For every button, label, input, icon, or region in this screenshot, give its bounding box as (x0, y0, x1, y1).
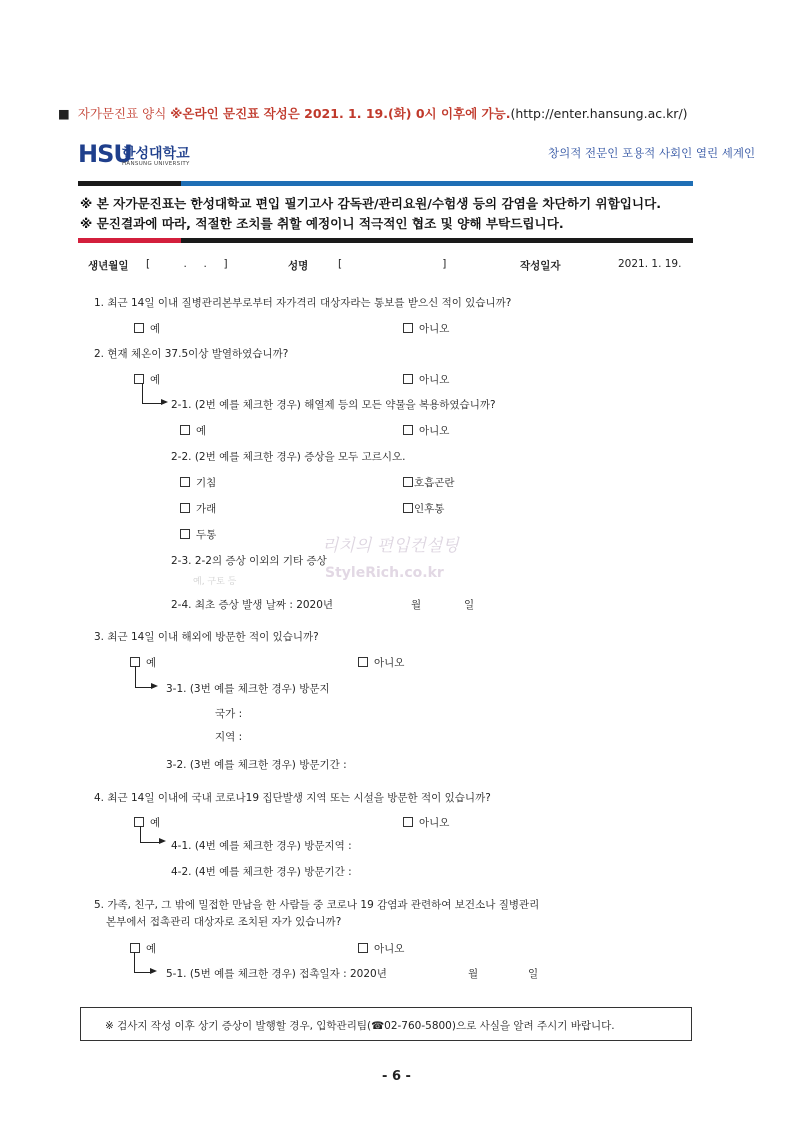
option-label: 두통 (196, 529, 217, 541)
branch-line (142, 383, 143, 403)
option-label: 예 (150, 374, 161, 386)
option-label: 예 (150, 817, 161, 829)
page-number: - 6 - (382, 1069, 411, 1084)
q3-no-option[interactable] (358, 655, 404, 670)
option-label: 예 (196, 425, 207, 437)
checkbox-icon[interactable] (134, 817, 144, 827)
option-label: 아니오 (419, 374, 450, 386)
q5-1-month[interactable]: 월 (468, 968, 479, 980)
branch-line (135, 666, 136, 687)
q3-yes-option[interactable] (130, 655, 156, 670)
notice-line-2: ※ 문진결과에 따라, 적절한 조치를 취할 예정이니 적극적인 협조 및 양해 부탁드립니다. (80, 216, 564, 231)
checkbox-icon[interactable] (130, 943, 140, 953)
option-label: 기침 (196, 477, 217, 489)
option-label: 아니오 (419, 425, 450, 437)
q5-no-option[interactable] (358, 941, 404, 956)
question-5-line-1: 5. 가족, 친구, 그 밖에 밀접한 만남을 한 사람들 중 코로나 19 감염과 관련하여 보건소나 질병관리 (94, 899, 540, 911)
q2-1-no-option[interactable] (403, 423, 449, 438)
section-label: 자가문진표 양식 (77, 106, 167, 121)
symptom-phlegm[interactable] (180, 501, 216, 516)
option-label: 인후통 (414, 503, 445, 515)
checkbox-icon[interactable] (403, 323, 413, 333)
checkbox-icon[interactable] (403, 374, 413, 384)
question-2-1: 2-1. (2번 예를 체크한 경우) 해열제 등의 모든 약물을 복용하였습니까? (171, 399, 496, 411)
question-2: 2. 현재 체온이 37.5이상 발열하였습니까? (94, 348, 289, 360)
checkbox-icon[interactable] (403, 817, 413, 827)
checkbox-icon[interactable] (358, 943, 368, 953)
date-label: 작성일자 (520, 260, 561, 272)
q4-no-option[interactable] (403, 815, 449, 830)
notice-line-1: ※ 본 자가문진표는 한성대학교 편입 필기고사 감독관/관리요원/수험생 등의 감염을 차단하기 위함입니다. (80, 196, 662, 211)
watermark-text: 리치의 편입컨설팅 (322, 536, 459, 556)
checkbox-icon[interactable] (134, 323, 144, 333)
option-label: 예 (150, 323, 161, 335)
section-title (58, 104, 688, 122)
option-label: 아니오 (419, 323, 450, 335)
option-label: 아니오 (374, 943, 405, 955)
footer-notice: ※ 검사지 작성 이후 상기 증상이 발행할 경우, 입학관리팀(☎02-760-5800)으로 사실을 알려 주시기 바랍니다. (105, 1020, 615, 1032)
q4-yes-option[interactable] (134, 815, 160, 830)
option-label: 예 (146, 943, 157, 955)
q3-region-field[interactable]: 지역 : (215, 731, 243, 743)
q2-3-hint[interactable]: 예, 구토 등 (193, 577, 237, 587)
checkbox-icon[interactable] (180, 425, 190, 435)
question-5-1: 5-1. (5번 예를 체크한 경우) 접촉일자 : 2020년 (166, 968, 387, 980)
university-logo (78, 140, 208, 174)
url-text: (http://enter.hansung.ac.kr/) (510, 106, 688, 121)
birth-label: 생년월일 (88, 260, 129, 272)
checkbox-icon[interactable] (403, 503, 413, 513)
q2-1-yes-option[interactable] (180, 423, 206, 438)
arrow-right-icon (161, 399, 168, 405)
divider-bar-red (78, 238, 181, 243)
arrow-right-icon (151, 683, 158, 689)
q2-4-day[interactable]: 일 (464, 599, 475, 611)
name-field[interactable]: [ ] (338, 258, 447, 270)
checkbox-icon[interactable] (403, 477, 413, 487)
q3-country-field[interactable]: 국가 : (215, 708, 243, 720)
q2-4-month[interactable]: 월 (411, 599, 422, 611)
question-3: 3. 최근 14일 이내 해외에 방문한 적이 있습니까? (94, 631, 319, 643)
arrow-right-icon (159, 838, 166, 844)
watermark-url: StyleRich.co.kr (325, 565, 444, 581)
question-3-1: 3-1. (3번 예를 체크한 경우) 방문지 (166, 683, 330, 695)
symptom-sore-throat[interactable] (403, 501, 444, 516)
option-label: 가래 (196, 503, 217, 515)
question-5-line-2: 본부에서 접촉관리 대상자로 조치된 자가 있습니까? (106, 916, 342, 928)
online-notice: ※온라인 문진표 작성은 2021. 1. 19.(화) 0시 이후에 가능. (170, 106, 511, 121)
question-2-2: 2-2. (2번 예를 체크한 경우) 증상을 모두 고르시오. (171, 451, 406, 463)
square-bullet-icon: ■ (58, 106, 70, 121)
question-3-2[interactable]: 3-2. (3번 예를 체크한 경우) 방문기간 : (166, 759, 347, 771)
option-label: 아니오 (419, 817, 450, 829)
branch-line (135, 687, 152, 688)
date-value: 2021. 1. 19. (618, 258, 682, 270)
logo-mark: HSU (78, 140, 132, 168)
checkbox-icon[interactable] (180, 477, 190, 487)
arrow-right-icon (150, 968, 157, 974)
symptom-dyspnea[interactable] (403, 475, 455, 490)
question-2-3: 2-3. 2-2의 증상 이외의 기타 증상 (171, 555, 327, 567)
logo-english: HANSUNG UNIVERSITY (122, 161, 190, 167)
q1-no-option[interactable] (403, 321, 449, 336)
logo-name: 한성대학교 (122, 146, 190, 162)
question-4-1[interactable]: 4-1. (4번 예를 체크한 경우) 방문지역 : (171, 840, 352, 852)
slogan: 창의적 전문인 포용적 사회인 열린 세계인 (548, 146, 756, 160)
branch-line (134, 972, 151, 973)
question-1: 1. 최근 14일 이내 질병관리본부로부터 자가격리 대상자라는 통보를 받으신 적이 있습니까? (94, 297, 512, 309)
checkbox-icon[interactable] (403, 425, 413, 435)
checkbox-icon[interactable] (180, 503, 190, 513)
q2-yes-option[interactable] (134, 372, 160, 387)
option-label: 예 (146, 657, 157, 669)
option-label: 아니오 (374, 657, 405, 669)
header-bar-dark (78, 181, 181, 186)
branch-line (142, 403, 162, 404)
q1-yes-option[interactable] (134, 321, 160, 336)
checkbox-icon[interactable] (358, 657, 368, 667)
symptom-headache[interactable] (180, 527, 216, 542)
branch-line (140, 842, 160, 843)
checkbox-icon[interactable] (180, 529, 190, 539)
birth-field[interactable]: [ . . ] (146, 258, 228, 270)
question-4: 4. 최근 14일 이내에 국내 코로나19 집단발생 지역 또는 시설을 방문한 적이 있습니까? (94, 792, 491, 804)
name-label: 성명 (288, 260, 309, 272)
branch-line (134, 952, 135, 972)
footer-notice-box (80, 1007, 692, 1041)
branch-line (140, 826, 141, 842)
q2-no-option[interactable] (403, 372, 449, 387)
symptom-cough[interactable] (180, 475, 216, 490)
header-bar-blue (181, 181, 693, 186)
question-4-2[interactable]: 4-2. (4번 예를 체크한 경우) 방문기간 : (171, 866, 352, 878)
option-label: 호흡곤란 (414, 477, 455, 489)
divider-bar-dark (181, 238, 693, 243)
question-2-4: 2-4. 최초 증상 발생 날짜 : 2020년 (171, 599, 334, 611)
q5-1-day[interactable]: 일 (528, 968, 539, 980)
